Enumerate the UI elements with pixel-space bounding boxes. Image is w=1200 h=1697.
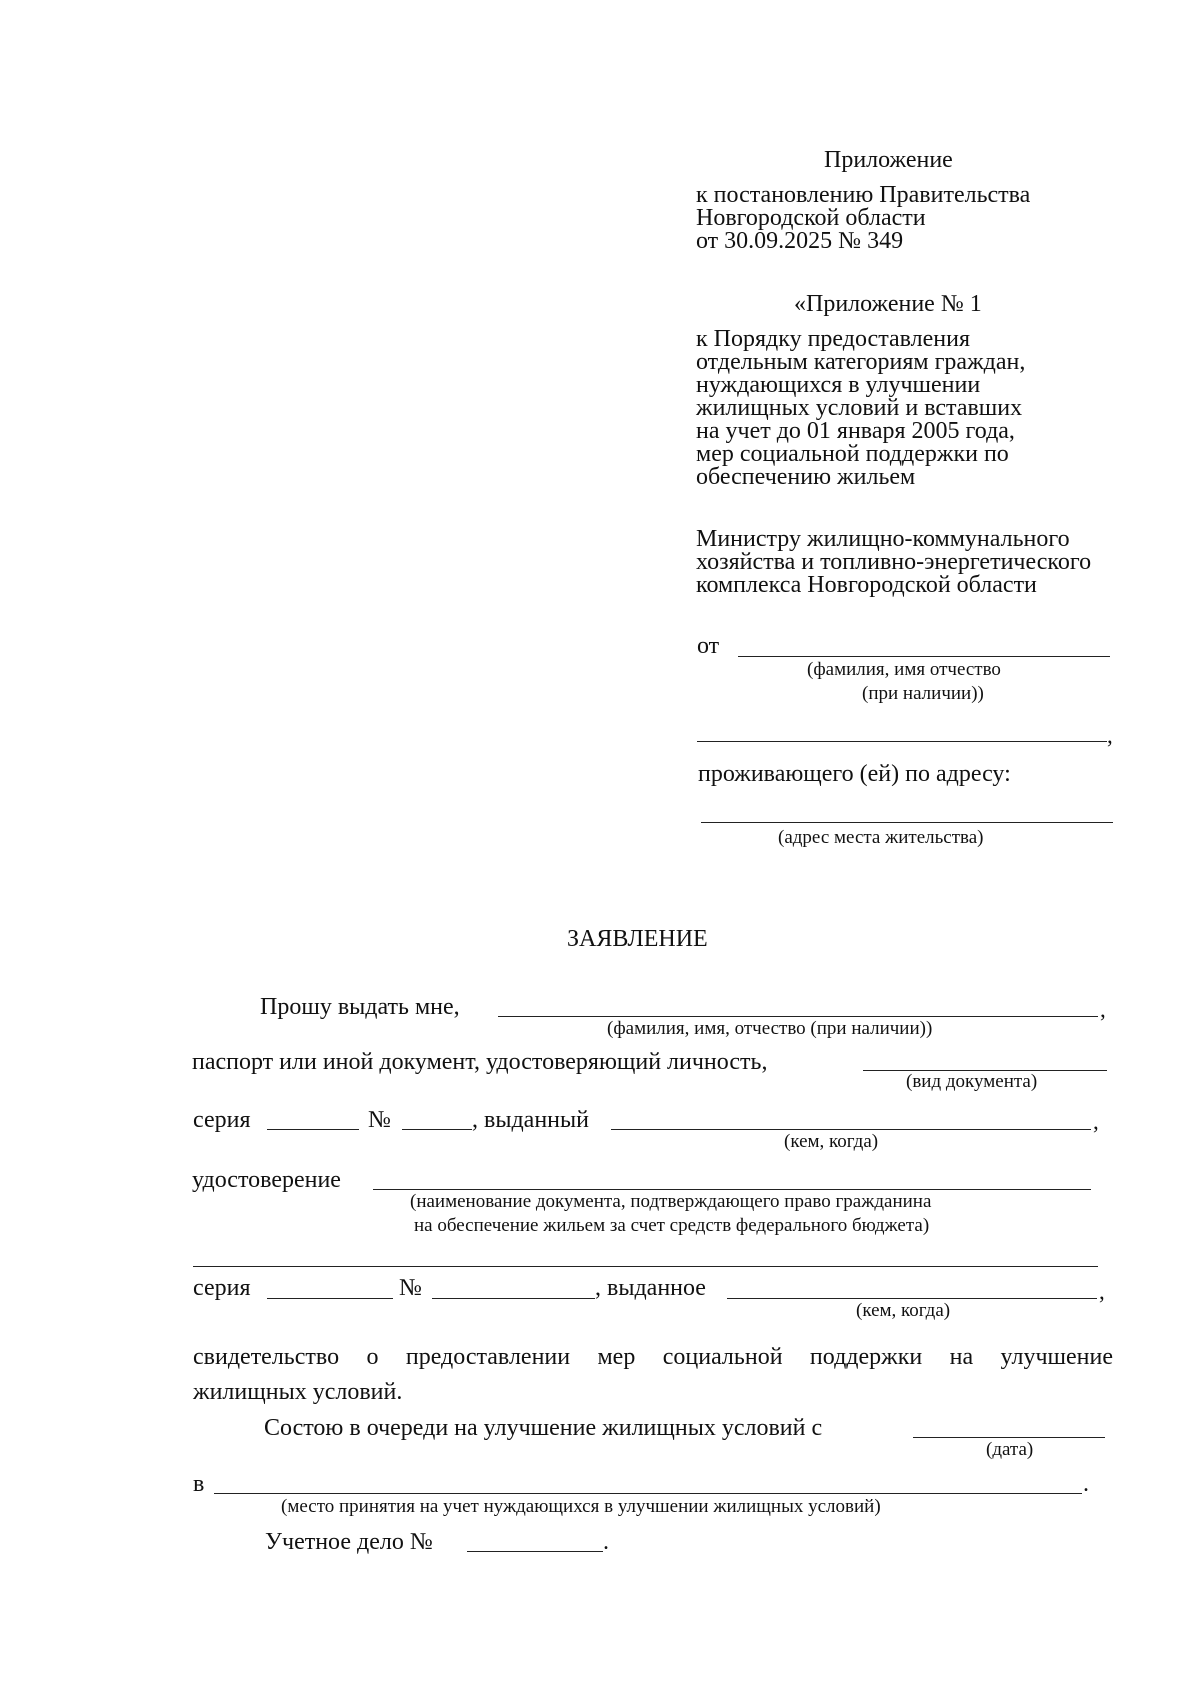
issued-by-hint-2: (кем, когда) bbox=[856, 1300, 951, 1321]
issued-label-2: , выданное bbox=[595, 1275, 706, 1301]
appendix-line: нуждающихся в улучшении bbox=[696, 372, 981, 398]
name-hint: (фамилия, имя отчество bbox=[807, 659, 1001, 680]
case-period: . bbox=[603, 1529, 609, 1555]
appendix-line: на учет до 01 января 2005 года, bbox=[696, 418, 1015, 444]
appendix-line: обеспечению жильем bbox=[696, 464, 916, 490]
certificate-hint-cont: на обеспечение жильем за счет средств федерального бюджета) bbox=[414, 1215, 930, 1236]
request-label: Прошу выдать мне, bbox=[260, 994, 460, 1020]
doc-type-hint: (вид документа) bbox=[906, 1071, 1038, 1092]
addressee-text bbox=[696, 528, 1091, 597]
number-sign: № bbox=[368, 1107, 391, 1133]
certificate-text: свидетельство о предоставлении мер социальной поддержки на улучшение bbox=[193, 1344, 1113, 1370]
addressee-line: Министру жилищно-коммунального bbox=[696, 526, 1070, 552]
date-underline bbox=[913, 1437, 1105, 1438]
queue-label: Состою в очереди на улучшение жилищных условий с bbox=[264, 1415, 823, 1441]
series-label-2: серия bbox=[193, 1275, 251, 1301]
fio-hint: (фамилия, имя, отчество (при наличии)) bbox=[607, 1018, 933, 1039]
certificate-hint: (наименование документа, подтверждающего право гражданина bbox=[410, 1191, 932, 1212]
comma: , bbox=[1099, 1279, 1105, 1304]
appendix-line: жилищных условий и вставших bbox=[696, 395, 1023, 421]
appendix-text bbox=[696, 328, 1025, 489]
approval-line: к постановлению Правительства bbox=[696, 182, 1031, 208]
appendix-line: отдельным категориям граждан, bbox=[696, 349, 1026, 375]
comma: , bbox=[1107, 723, 1113, 748]
address-underline bbox=[701, 822, 1113, 823]
case-label: Учетное дело № bbox=[265, 1529, 433, 1555]
approval-line: от 30.09.2025 № 349 bbox=[696, 228, 904, 254]
name-underline bbox=[738, 656, 1110, 657]
approval-text bbox=[696, 184, 1030, 253]
period: . bbox=[1083, 1471, 1089, 1497]
number-underline bbox=[402, 1129, 472, 1130]
certificate-underline-2 bbox=[193, 1266, 1098, 1267]
issued-label: , выданный bbox=[472, 1107, 589, 1133]
place-hint: (место принятия на учет нуждающихся в улучшении жилищных условий) bbox=[281, 1496, 881, 1517]
appendix-line: к Порядку предоставления bbox=[696, 326, 971, 352]
document-title: ЗАЯВЛЕНИЕ bbox=[567, 926, 708, 952]
addressee-line: комплекса Новгородской области bbox=[696, 572, 1037, 598]
from-label: от bbox=[697, 633, 720, 659]
certificate-underline bbox=[373, 1189, 1091, 1190]
issued-by-hint: (кем, когда) bbox=[784, 1131, 879, 1152]
place-underline bbox=[214, 1493, 1082, 1494]
date-hint: (дата) bbox=[986, 1439, 1034, 1460]
fio-underline bbox=[498, 1016, 1098, 1017]
certificate-label: удостоверение bbox=[192, 1167, 341, 1193]
passport-label: паспорт или иной документ, удостоверяющий личность, bbox=[192, 1049, 768, 1075]
name-hint-cont: (при наличии)) bbox=[862, 683, 984, 704]
appendix-title: «Приложение № 1 bbox=[794, 291, 982, 317]
addressee-line: хозяйства и топливно-энергетического bbox=[696, 549, 1092, 575]
series-label: серия bbox=[193, 1107, 251, 1133]
certificate-text-end: жилищных условий. bbox=[193, 1379, 403, 1405]
number-underline-2 bbox=[432, 1298, 595, 1299]
address-hint: (адрес места жительства) bbox=[778, 827, 984, 848]
series-underline-2 bbox=[267, 1298, 393, 1299]
name-underline-2 bbox=[697, 741, 1107, 742]
issued-underline-2 bbox=[727, 1298, 1097, 1299]
approval-title: Приложение bbox=[824, 147, 953, 173]
number-sign-2: № bbox=[399, 1275, 422, 1301]
issued-underline bbox=[611, 1129, 1091, 1130]
comma: , bbox=[1093, 1109, 1099, 1134]
approval-line: Новгородской области bbox=[696, 205, 926, 231]
comma: , bbox=[1100, 997, 1106, 1022]
in-label: в bbox=[193, 1471, 205, 1497]
appendix-line: мер социальной поддержки по bbox=[696, 441, 1009, 467]
series-underline bbox=[267, 1129, 359, 1130]
living-label: проживающего (ей) по адресу: bbox=[698, 761, 1011, 787]
case-underline bbox=[467, 1551, 603, 1552]
